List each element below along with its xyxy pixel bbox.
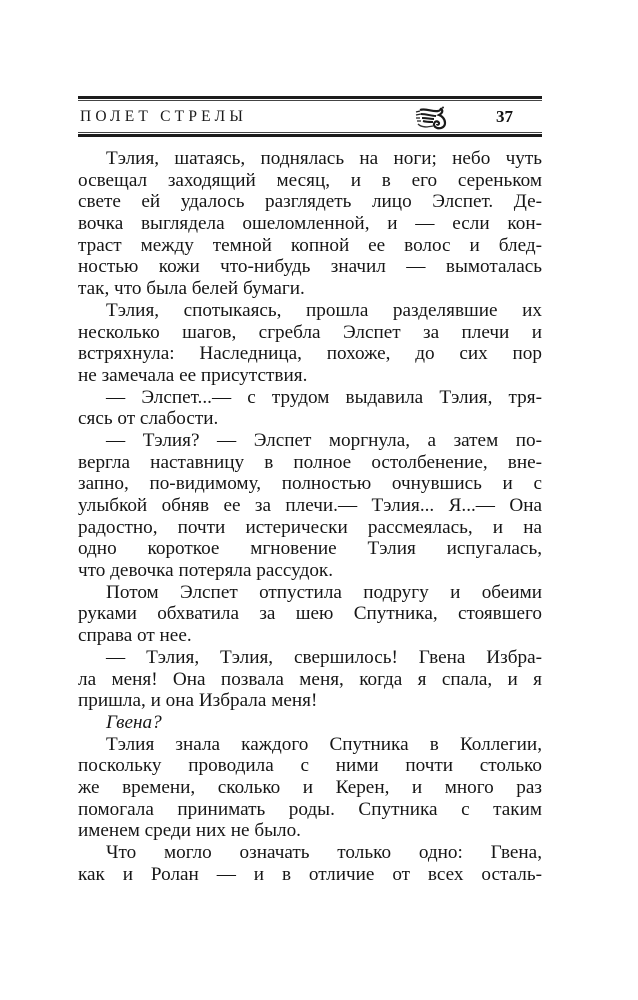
text-line: же времени, сколько и Керен, и много раз bbox=[78, 776, 542, 798]
text-line: встряхнула: Наследница, похоже, до сих пор bbox=[78, 343, 542, 365]
text-line: — Тэлия? — Элспет моргнула, а затем по- bbox=[106, 429, 542, 451]
text-line: Тэлия, спотыкаясь, прошла разделявшие их bbox=[106, 299, 542, 321]
paragraph bbox=[78, 148, 542, 300]
text-line: ла меня! Она позвала меня, когда я спала, и я bbox=[78, 668, 542, 690]
text-line: Что могло означать только одно: Гвена, bbox=[106, 842, 542, 863]
text-line: Гвена? bbox=[106, 711, 162, 733]
paragraph bbox=[78, 387, 542, 430]
text-line: как и Ролан — и в отличие от всех осталь- bbox=[78, 863, 542, 885]
text-line: сясь от слабости. bbox=[78, 408, 219, 430]
body-text bbox=[78, 148, 542, 885]
text-line: несколько шагов, сгребла Элспет за плечи и bbox=[78, 321, 542, 343]
text-line: — Элспет...— с трудом выдавила Тэлия, тря- bbox=[106, 386, 542, 408]
text-line: освещал заходящий месяц, и в его сереньком bbox=[78, 169, 542, 191]
page-number: 37 bbox=[496, 107, 513, 126]
paragraph bbox=[78, 582, 542, 647]
paragraph bbox=[78, 430, 542, 582]
paragraph bbox=[78, 647, 542, 712]
text-line: ностью кожи что-нибудь значил — вымоталась bbox=[78, 256, 542, 278]
paragraph bbox=[78, 300, 542, 387]
text-line: справа от нее. bbox=[78, 625, 192, 647]
text-line: запно, по-видимому, полностью очнувшись и с bbox=[78, 473, 542, 495]
text-line: поскольку проводила с ними почти столько bbox=[78, 755, 542, 777]
paragraph bbox=[78, 734, 542, 842]
text-line: улыбкой обняв ее за плечи.— Тэлия... Я...— Она bbox=[78, 495, 542, 516]
book-page bbox=[78, 96, 542, 885]
text-line: Тэлия знала каждого Спутника в Коллегии, bbox=[106, 733, 542, 755]
text-line: пришла, и она Избрала меня! bbox=[78, 690, 318, 712]
text-line: именем среди них не было. bbox=[78, 820, 301, 842]
text-line: помогала принимать роды. Спутника с таким bbox=[78, 798, 542, 820]
text-line: радостно, почти истерически рассмеялась, и на bbox=[78, 516, 542, 538]
running-title: ПОЛЕТ СТРЕЛЫ bbox=[80, 108, 248, 125]
text-line: Тэлия, шатаясь, поднялась на ноги; небо чуть bbox=[106, 148, 542, 169]
running-head bbox=[78, 102, 542, 132]
text-line: вергла наставницу в полное остолбенение, вне- bbox=[78, 451, 542, 473]
text-line: — Тэлия, Тэлия, свершилось! Гвена Избра- bbox=[106, 646, 542, 668]
text-line: вочка выглядела ошеломленной, и — если кон- bbox=[78, 213, 542, 235]
text-line: одно короткое мгновение Тэлия испугалась, bbox=[78, 538, 542, 560]
paragraph bbox=[78, 842, 542, 885]
header-bottom-rule bbox=[78, 132, 542, 138]
text-line: что девочка потеряла рассудок. bbox=[78, 560, 334, 582]
dragon-ornament-icon bbox=[414, 106, 448, 130]
text-line: так, что была белей бумаги. bbox=[78, 278, 305, 300]
text-line: руками обхватила за шею Спутника, стоявшего bbox=[78, 603, 542, 625]
paragraph-italic bbox=[78, 712, 542, 734]
text-line: Потом Элспет отпустила подругу и обеими bbox=[106, 581, 542, 603]
text-line: траст между темной копной ее волос и блед- bbox=[78, 234, 542, 256]
text-line: не замечала ее присутствия. bbox=[78, 364, 308, 386]
text-line: свете ей удалось разглядеть лицо Элспет. Де- bbox=[78, 191, 542, 213]
